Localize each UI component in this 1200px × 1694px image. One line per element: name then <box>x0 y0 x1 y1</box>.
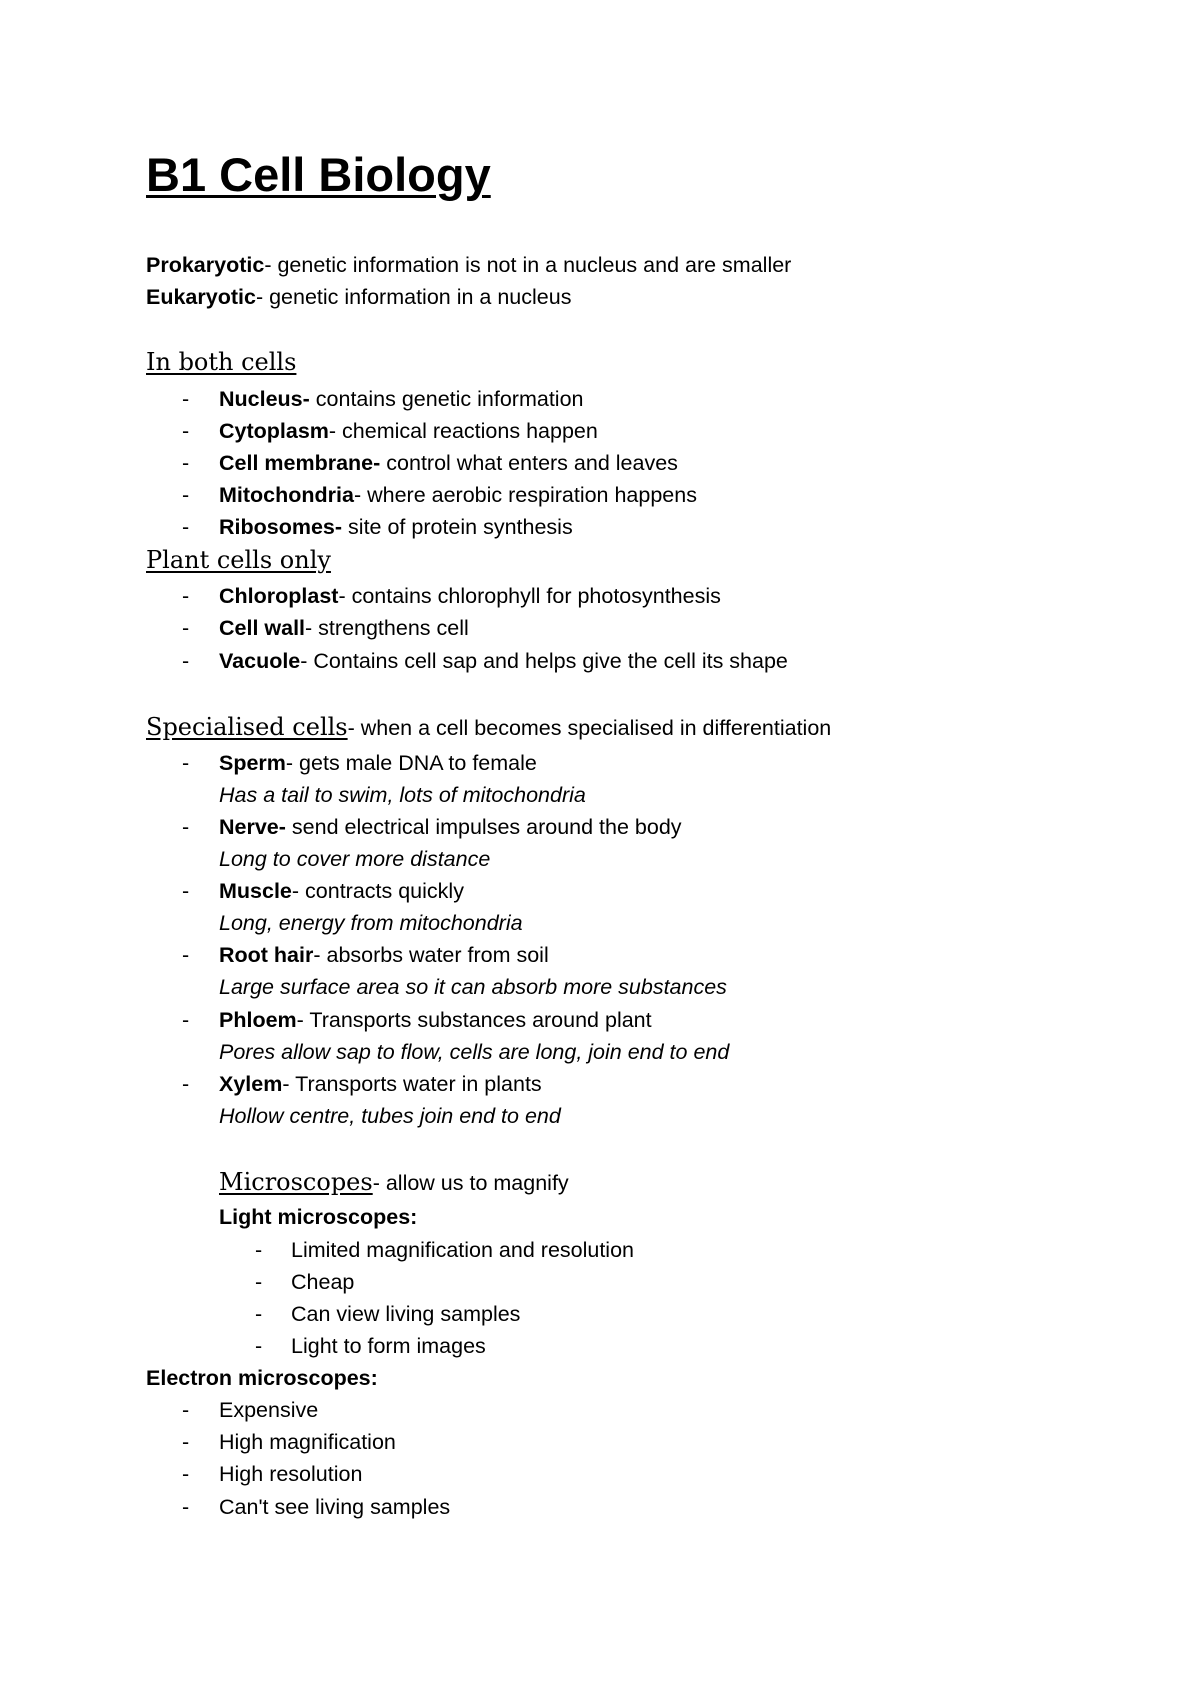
definition-prokaryotic <box>146 255 791 277</box>
heading-microscopes: Microscopes <box>219 1168 373 1196</box>
bullet-dash: - <box>182 879 190 903</box>
heading-microscopes-line <box>219 1170 569 1195</box>
list-item-xylem <box>219 1074 542 1096</box>
bullet-dash: - <box>182 483 190 507</box>
item-text: - where aerobic respiration happens <box>353 483 697 507</box>
item-term: Chloroplast <box>219 584 339 608</box>
item-note-xylem: Hollow centre, tubes join end to end <box>219 1104 561 1128</box>
item-term: Ribosomes- <box>219 515 343 539</box>
item-term: Cell wall <box>219 616 306 640</box>
item-note-muscle: Long, energy from mitochondria <box>219 911 523 935</box>
bullet-dash: - <box>182 419 190 443</box>
bullet-dash: - <box>182 1398 190 1422</box>
list-item-phloem <box>219 1010 652 1032</box>
item-term: Nucleus- <box>219 387 310 411</box>
heading-plant-cells: Plant cells only <box>146 546 331 574</box>
list-item-cytoplasm <box>219 421 598 443</box>
definition-term: Eukaryotic <box>146 285 256 309</box>
item-term: Cytoplasm <box>219 419 329 443</box>
list-item-sperm <box>219 753 537 775</box>
definition-term: Prokaryotic <box>146 253 265 277</box>
bullet-dash: - <box>255 1238 263 1262</box>
item-note-phloem: Pores allow sap to flow, cells are long, join end to end <box>219 1040 730 1064</box>
bullet-dash: - <box>182 451 190 475</box>
bullet-dash: - <box>182 1462 190 1486</box>
list-item-mitochondria <box>219 485 697 507</box>
item-term: Xylem <box>219 1072 283 1096</box>
definition-text: - genetic information is not in a nucleus and are smaller <box>264 253 792 277</box>
bullet-dash: - <box>182 515 190 539</box>
list-item-electron-1: Expensive <box>219 1398 319 1422</box>
page-title: B1 Cell Biology <box>146 148 491 201</box>
item-term: Nerve- <box>219 815 286 839</box>
list-item-chloroplast <box>219 586 721 608</box>
item-text: - Transports substances around plant <box>296 1008 652 1032</box>
bullet-dash: - <box>182 649 190 673</box>
bullet-dash: - <box>255 1334 263 1358</box>
list-item-electron-2: High magnification <box>219 1430 396 1454</box>
item-text: control what enters and leaves <box>380 451 678 475</box>
item-term: Sperm <box>219 751 286 775</box>
definition-text: - genetic information in a nucleus <box>255 285 572 309</box>
item-term: Root hair <box>219 943 314 967</box>
bullet-dash: - <box>182 387 190 411</box>
bullet-dash: - <box>182 1072 190 1096</box>
bullet-dash: - <box>182 616 190 640</box>
list-item-ribosomes <box>219 517 573 539</box>
heading-description: - when a cell becomes specialised in differentiation <box>347 716 832 740</box>
electron-microscopes-label: Electron microscopes: <box>146 1366 378 1390</box>
list-item-light-1: Limited magnification and resolution <box>291 1238 635 1262</box>
item-term: Mitochondria <box>219 483 354 507</box>
bullet-dash: - <box>182 1430 190 1454</box>
list-item-root-hair <box>219 945 549 967</box>
heading-specialised-cells-line <box>146 715 831 740</box>
list-item-electron-3: High resolution <box>219 1462 363 1486</box>
list-item-light-3: Can view living samples <box>291 1302 521 1326</box>
item-text: site of protein synthesis <box>342 515 573 539</box>
item-term: Muscle <box>219 879 292 903</box>
item-text: - contains chlorophyll for photosynthesis <box>338 584 721 608</box>
list-item-vacuole <box>219 651 788 673</box>
item-text: - gets male DNA to female <box>285 751 537 775</box>
bullet-dash: - <box>182 584 190 608</box>
item-term: Phloem <box>219 1008 297 1032</box>
list-item-light-2: Cheap <box>291 1270 355 1294</box>
list-item-nerve <box>219 817 682 839</box>
item-text: send electrical impulses around the body <box>285 815 682 839</box>
bullet-dash: - <box>255 1270 263 1294</box>
item-text: - Transports water in plants <box>282 1072 542 1096</box>
heading-both-cells: In both cells <box>146 348 297 376</box>
list-item-nucleus <box>219 389 584 411</box>
heading-description: - allow us to magnify <box>372 1171 569 1195</box>
list-item-light-4: Light to form images <box>291 1334 486 1358</box>
list-item-cell-wall <box>219 618 469 640</box>
list-item-electron-4: Can't see living samples <box>219 1495 451 1519</box>
item-term: Vacuole <box>219 649 301 673</box>
list-item-muscle <box>219 881 464 903</box>
bullet-dash: - <box>182 751 190 775</box>
item-note-root-hair: Large surface area so it can absorb more substances <box>219 975 727 999</box>
list-item-cell-membrane <box>219 453 678 475</box>
bullet-dash: - <box>182 815 190 839</box>
item-text: - absorbs water from soil <box>313 943 549 967</box>
bullet-dash: - <box>182 943 190 967</box>
item-text: - Contains cell sap and helps give the cell its shape <box>300 649 788 673</box>
bullet-dash: - <box>182 1008 190 1032</box>
heading-specialised-cells: Specialised cells <box>146 713 348 741</box>
item-text: - strengthens cell <box>305 616 469 640</box>
light-microscopes-label: Light microscopes: <box>219 1205 418 1229</box>
item-text: - contracts quickly <box>291 879 464 903</box>
item-note-nerve: Long to cover more distance <box>219 847 491 871</box>
bullet-dash: - <box>255 1302 263 1326</box>
definition-eukaryotic <box>146 287 571 309</box>
item-text: contains genetic information <box>309 387 584 411</box>
item-text: - chemical reactions happen <box>328 419 598 443</box>
item-note-sperm: Has a tail to swim, lots of mitochondria <box>219 783 586 807</box>
item-term: Cell membrane- <box>219 451 381 475</box>
bullet-dash: - <box>182 1495 190 1519</box>
